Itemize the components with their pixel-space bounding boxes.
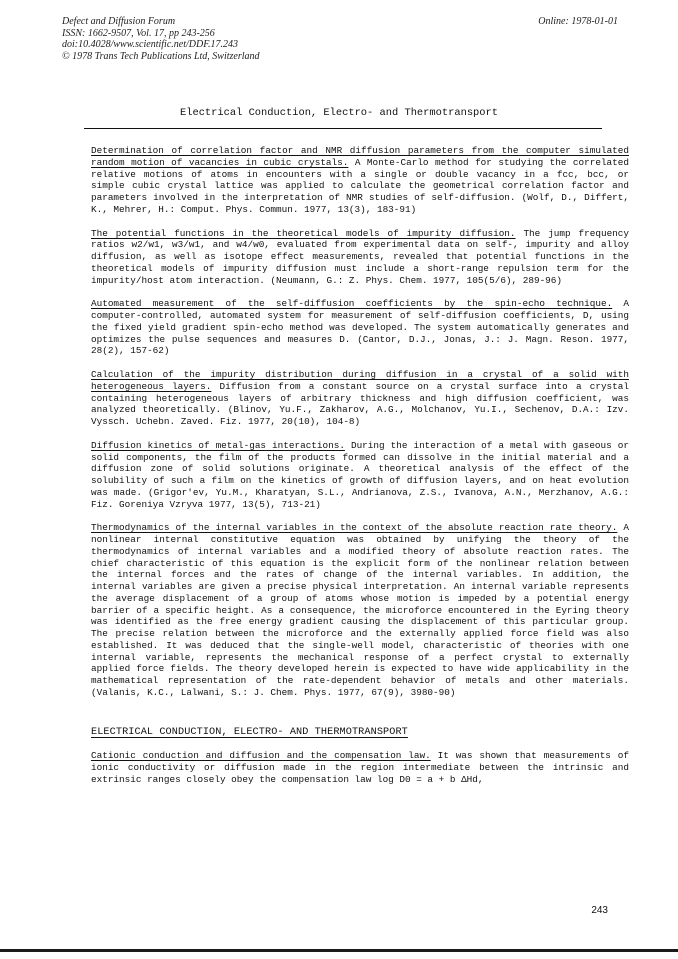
running-section-heading: Electrical Conduction, Electro- and Thermotransport bbox=[179, 107, 498, 119]
abstract-title: The potential functions in the theoretical models of impurity diffusion. bbox=[91, 227, 516, 239]
abstract-item bbox=[91, 228, 629, 287]
abstract-title: Thermodynamics of the internal variables in the context of the absolute reaction rate theory. bbox=[91, 522, 618, 534]
abstract-body: A nonlinear internal constitutive equation was obtained by unifying the theory of the thermodynamics of internal variables and a modified theory of absolute reaction rates. The chief characteristic of this equation is the explicit form of the nonlinear relation between the internal forces and the rates of change of the internal variables. In addition, the internal variables are given a precise physical interpretation. An internal variable represents the average displacement of a group of atoms whose motion is impeded by a potential energy barrier of a specific height. As a consequence, the microforce encountered in the Eyring theory was identified as the free energy gradient causing the displacement of this particular group. The precise relation between the microforce and the externally applied force field was also established. It was deduced that the single-well model, characteristic of theories with one internal variable, represents the mechanical response of a perfect crystal to externally applied force fields. The theory developed herein is expected to have wide applicability in the mathematical representation of the rate-dependent behavior of metals and other materials. (Valanis, K.C., Lalwani, S.: J. Chem. Phys. 1977, 67(9), 3980-90) bbox=[91, 522, 630, 698]
subsection-heading: ELECTRICAL CONDUCTION, ELECTRO- AND THERMOTRANSPORT bbox=[91, 726, 408, 738]
abstract-body: A computer-controlled, automated system for measurement of self-diffusion coefficients, D, using the fixed yield gradient spin-echo method was developed. The system automatically generates and optimizes the pulse sequences and measures D. (Cantor, D.J., Jonas, J.: J. Magn. Reson. 1977, 28(2), 157-62) bbox=[91, 298, 629, 357]
abstract-title: Cationic conduction and diffusion and the compensation law. bbox=[91, 750, 431, 762]
abstract-item bbox=[91, 145, 629, 216]
abstract-item bbox=[91, 369, 629, 428]
abstracts-column bbox=[91, 145, 629, 798]
abstract-item bbox=[91, 440, 629, 511]
online-date: Online: 1978-01-01 bbox=[538, 16, 618, 27]
abstract-body: It was shown that measurements of ionic conductivity or diffusion made in the region intermediate between the intrinsic and extrinsic ranges closely obey the compensation law log D0 = a + b ΔHd, bbox=[91, 750, 629, 785]
journal-name: Defect and Diffusion Forum bbox=[62, 16, 176, 27]
abstract-body: The jump frequency ratios w2/w1, w3/w1, and w4/w0, evaluated from experimental data on self-, impurity and alloy diffusion, as well as isotope effect measurements, revealed that potential functions in the theoretical models of impurity diffusion must include a short-range repulsion term for the impurity/host atom interaction. (Neumann, G.: Z. Phys. Chem. 1977, 105(5/6), 289-96) bbox=[91, 227, 630, 286]
abstract-item bbox=[91, 298, 629, 357]
abstract-item bbox=[91, 750, 629, 785]
page-number: 243 bbox=[591, 905, 608, 916]
issn-line: ISSN: 1662-9507, Vol. 17, pp 243-256 bbox=[62, 27, 215, 39]
copyright-line: © 1978 Trans Tech Publications Ltd, Switzerland bbox=[62, 50, 260, 62]
abstract-body: A Monte-Carlo method for studying the correlated relative motions of atoms in encounters with a single or double vacancy in a fcc, bcc, or simple cubic crystal lattice was applied to calculate the geometrical correlation factor and parameters involved in the interpretation of NMR studies of self-diffusion. (Wolf, D., Differt, K., Mehrer, H.: Comput. Phys. Commun. 1977, 13(3), 183-91) bbox=[91, 156, 629, 215]
abstract-title: Diffusion kinetics of metal-gas interactions. bbox=[91, 439, 345, 451]
footer-rule bbox=[0, 949, 678, 952]
doi-line: doi:10.4028/www.scientific.net/DDF.17.243 bbox=[62, 39, 239, 50]
abstract-item bbox=[91, 522, 629, 698]
heading-rule bbox=[84, 128, 602, 129]
publication-metadata bbox=[62, 16, 260, 62]
abstract-title: Automated measurement of the self-diffusion coefficients by the spin-echo technique. bbox=[91, 298, 613, 310]
abstract-title: Calculation of the impurity distribution during diffusion in a crystal of a solid with heterogeneous layers. bbox=[91, 369, 629, 392]
abstract-title: Determination of correlation factor and NMR diffusion parameters from the computer simulated random motion of vacancies in cubic crystals. bbox=[91, 145, 629, 168]
abstract-body: Diffusion from a constant source on a crystal surface into a crystal containing heterogeneous layers of arbitrary thickness and high diffusion coefficient, was analyzed theoretically. (Blinov, Yu.F., Zakharov, A.G., Molchanov, Yu.I., Sechenov, D.A.: Izv. Vyssch. Uchebn. Zaved. Fiz. 1977, 20(10), 104-8) bbox=[91, 380, 629, 427]
abstract-body: During the interaction of a metal with gaseous or solid components, the film of the products formed can dissolve in the initial material and a diffusion zone of solid solutions originate. A theoretical analysis of the effect of the solubility of such a film on the kinetics of growth of diffusion layers, and on heat evolution was made. (Grigor'ev, Yu.M., Kharatyan, S.L., Andrianova, Z.S., Ivanova, A.N., Merzhanov, A.G.: Fiz. Goreniya Vzryva 1977, 13(5), 713-21) bbox=[91, 439, 629, 510]
